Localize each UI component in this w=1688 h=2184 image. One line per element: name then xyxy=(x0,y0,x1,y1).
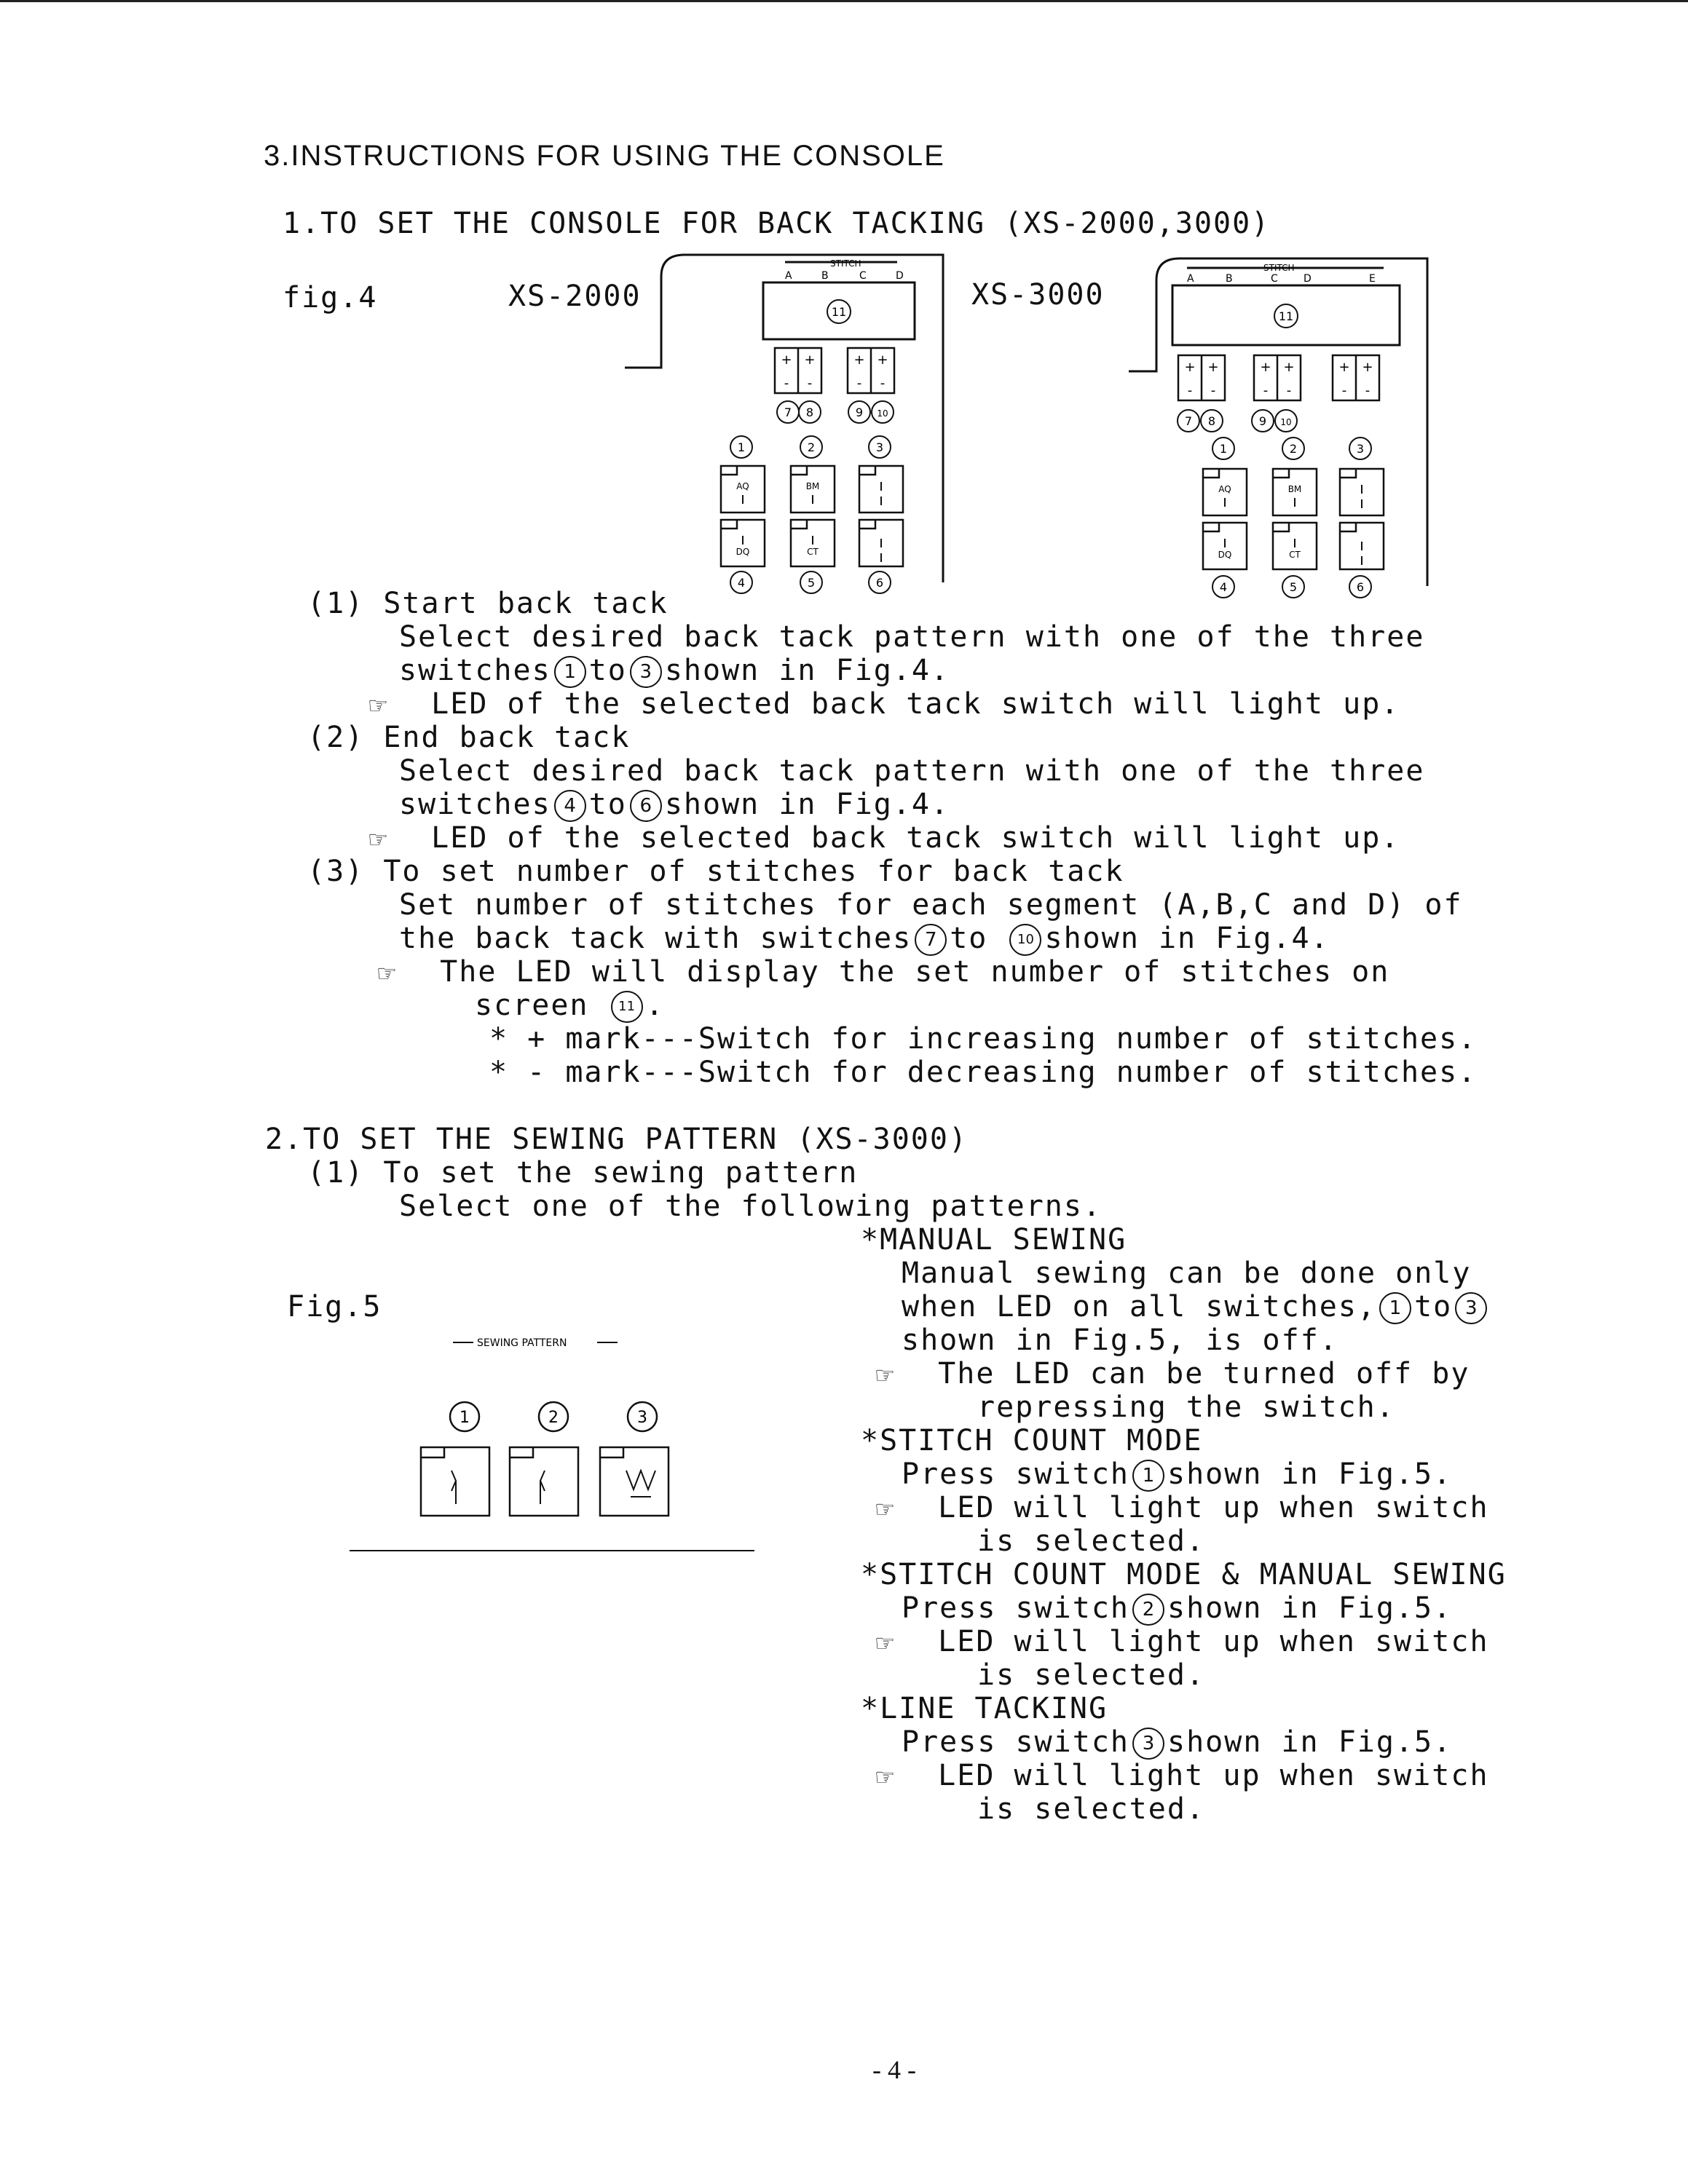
minus-mark: - xyxy=(1187,383,1193,398)
seg-label-b: B xyxy=(1226,273,1233,285)
key-glyph: BM xyxy=(1287,484,1302,494)
pointing-hand-icon: ☞ xyxy=(367,826,390,853)
item1-line1: Select desired back tack pattern with one of the three xyxy=(399,620,1425,654)
ref-switch-2: 2 xyxy=(1132,1594,1164,1626)
plus-mark: + xyxy=(1207,360,1219,375)
switch-9-number: 9 xyxy=(1258,414,1267,428)
manual-sewing-heading: *MANUAL SEWING xyxy=(861,1223,1127,1257)
plus-mark: + xyxy=(1260,360,1271,375)
stitch-count-manual-line1: Press switch 2 shown in Fig.5. xyxy=(902,1591,1453,1625)
minus-mark: - xyxy=(1286,383,1292,398)
minus-mark: - xyxy=(1341,383,1347,398)
pointing-hand-icon: ☞ xyxy=(376,960,399,987)
line-tacking-note-line1: ☞ LED will light up when switch xyxy=(871,1759,1489,1794)
ref-switch-1: 1 xyxy=(554,656,586,688)
minus-mark: - xyxy=(807,376,813,391)
line-tacking-line1: Press switch 3 shown in Fig.5. xyxy=(902,1725,1453,1759)
stitch-count-manual-note-line2: is selected. xyxy=(977,1658,1205,1692)
manual-note-line1: ☞ The LED can be turned off by xyxy=(871,1357,1470,1392)
stitch-count-manual-heading: *STITCH COUNT MODE & MANUAL SEWING xyxy=(861,1558,1507,1591)
item1-heading: (1) Start back tack xyxy=(307,587,669,620)
minus-mark: - xyxy=(784,376,789,391)
stitch-count-manual-note-line1: ☞ LED will light up when switch xyxy=(871,1625,1489,1660)
manual-line2: when LED on all switches, 1 to 3 xyxy=(902,1290,1490,1324)
seg-label-b: B xyxy=(821,270,829,282)
pointing-hand-icon: ☞ xyxy=(874,1361,897,1389)
switch-5-number: 5 xyxy=(807,576,816,590)
subsection-1-title: 1.TO SET THE CONSOLE FOR BACK TACKING (XS-2000,3000) xyxy=(283,207,1271,240)
minus-mark: - xyxy=(1210,383,1216,398)
ref-switch-10: 10 xyxy=(1009,924,1041,956)
manual-note-line2: repressing the switch. xyxy=(977,1390,1395,1424)
fig5-label: Fig.5 xyxy=(287,1290,382,1324)
pattern-switch-2-number: 2 xyxy=(548,1409,559,1427)
item3-line2: the back tack with switches 7 to 10 shown in Fig.4. xyxy=(399,922,1330,955)
sub2-item1-line1: Select one of the following patterns. xyxy=(399,1190,1103,1223)
plus-mark: + xyxy=(877,352,888,368)
fig4-console-diagram xyxy=(0,0,1688,655)
minus-mark: - xyxy=(1365,383,1370,398)
plus-mark-note: * + mark---Switch for increasing number of stitches. xyxy=(489,1022,1478,1056)
switch-3-number: 3 xyxy=(1356,442,1365,456)
pointing-hand-icon: ☞ xyxy=(874,1763,897,1791)
item1-line2: switches 1 to 3 shown in Fig.4. xyxy=(399,654,950,687)
stitch-count-line1: Press switch 1 shown in Fig.5. xyxy=(902,1457,1453,1491)
pattern-switch-3-number: 3 xyxy=(637,1409,647,1427)
switch-8-number: 8 xyxy=(1207,414,1216,428)
plus-mark: + xyxy=(853,352,865,368)
manual-line1: Manual sewing can be done only xyxy=(902,1257,1472,1290)
plus-mark: + xyxy=(1338,360,1350,375)
seg-label-d: D xyxy=(896,270,904,282)
model-xs2000-label: XS-2000 xyxy=(508,280,642,313)
switch-4-number: 4 xyxy=(737,576,746,590)
seg-label-d: D xyxy=(1304,273,1312,285)
page-number: - 4 - xyxy=(872,2055,916,2084)
plus-mark: + xyxy=(1184,360,1196,375)
switch-6-number: 6 xyxy=(875,576,884,590)
minus-mark: - xyxy=(1263,383,1269,398)
switch-5-number: 5 xyxy=(1289,580,1298,594)
ref-switch-11: 11 xyxy=(611,991,643,1023)
minus-mark: - xyxy=(856,376,862,391)
seg-label-c: C xyxy=(1271,273,1278,285)
section-title: 3.INSTRUCTIONS FOR USING THE CONSOLE xyxy=(264,140,945,172)
plus-mark: + xyxy=(804,352,816,368)
subsection-2-title: 2.TO SET THE SEWING PATTERN (XS-3000) xyxy=(265,1123,969,1156)
key-glyph: CT xyxy=(807,547,819,557)
stitch-count-note-line2: is selected. xyxy=(977,1524,1205,1558)
switch-9-number: 9 xyxy=(855,405,864,419)
stitch-count-icon xyxy=(540,1471,545,1504)
switch-6-number: 6 xyxy=(1356,580,1365,594)
xs2000-stitch-switches xyxy=(775,348,894,393)
switch-4-number: 4 xyxy=(1219,580,1228,594)
minus-mark-note: * - mark---Switch for decreasing number of stitches. xyxy=(489,1056,1478,1089)
sub2-item1-heading: (1) To set the sewing pattern xyxy=(307,1156,859,1190)
key-glyph: BM xyxy=(805,481,820,491)
line-tacking-note-line2: is selected. xyxy=(977,1792,1205,1826)
xs3000-stitch-label: STITCH xyxy=(1263,263,1295,273)
key-glyph: CT xyxy=(1289,550,1301,560)
ref-switch-3: 3 xyxy=(1132,1728,1164,1760)
line-tacking-heading: *LINE TACKING xyxy=(861,1692,1108,1725)
seg-label-c: C xyxy=(859,270,867,282)
seg-label-a: A xyxy=(1187,273,1194,285)
pointing-hand-icon: ☞ xyxy=(874,1629,897,1657)
key-glyph: DQ xyxy=(735,547,750,557)
pointing-hand-icon: ☞ xyxy=(874,1495,897,1523)
minus-mark: - xyxy=(880,376,886,391)
switch-11-number: 11 xyxy=(1278,309,1294,323)
xs2000-stitch-label: STITCH xyxy=(830,258,861,269)
switch-10-number: 10 xyxy=(877,408,888,419)
ref-switch-7: 7 xyxy=(915,924,947,956)
item3-note-line1: ☞ The LED will display the set number of stitches on xyxy=(373,955,1389,990)
switch-3-number: 3 xyxy=(875,440,884,454)
model-xs3000-label: XS-3000 xyxy=(971,278,1105,312)
item1-note: ☞ LED of the selected back tack switch will light up. xyxy=(364,687,1400,722)
pointing-hand-icon: ☞ xyxy=(367,692,390,719)
ref-switch-4: 4 xyxy=(554,790,586,822)
switch-2-number: 2 xyxy=(807,440,816,454)
item3-note-line2: screen 11 . xyxy=(475,989,665,1022)
ref-switch-1: 1 xyxy=(1379,1292,1411,1324)
switch-8-number: 8 xyxy=(805,405,814,419)
fig4-label: fig.4 xyxy=(283,281,378,314)
ref-switch-3: 3 xyxy=(1455,1292,1487,1324)
key-glyph: AQ xyxy=(736,481,749,491)
stitch-count-note-line1: ☞ LED will light up when switch xyxy=(871,1491,1489,1526)
stitch-count-heading: *STITCH COUNT MODE xyxy=(861,1424,1203,1457)
key-glyph: AQ xyxy=(1218,484,1231,494)
manual-sewing-icon xyxy=(451,1471,456,1504)
plus-mark: + xyxy=(781,352,792,368)
item2-line1: Select desired back tack pattern with one of the three xyxy=(399,754,1425,788)
item2-line2: switches 4 to 6 shown in Fig.4. xyxy=(399,788,950,821)
ref-switch-1: 1 xyxy=(1132,1460,1164,1492)
plus-mark: + xyxy=(1362,360,1373,375)
pattern-switch-1-number: 1 xyxy=(460,1409,470,1427)
seg-label-e: E xyxy=(1369,273,1376,285)
switch-1-number: 1 xyxy=(1219,442,1228,456)
manual-line3: shown in Fig.5, is off. xyxy=(902,1324,1338,1357)
ref-switch-6: 6 xyxy=(630,790,662,822)
switch-1-number: 1 xyxy=(737,440,746,454)
sewing-pattern-label: SEWING PATTERN xyxy=(477,1337,567,1349)
switch-11-number: 11 xyxy=(831,305,847,319)
switch-10-number: 10 xyxy=(1280,417,1292,427)
item3-line1: Set number of stitches for each segment (A,B,C and D) of xyxy=(399,888,1463,922)
fig5-sewing-pattern-diagram xyxy=(350,1325,757,1558)
plus-mark: + xyxy=(1283,360,1295,375)
key-glyph: DQ xyxy=(1218,550,1232,560)
switch-7-number: 7 xyxy=(784,405,792,419)
switch-2-number: 2 xyxy=(1289,442,1298,456)
item2-note: ☞ LED of the selected back tack switch will light up. xyxy=(364,821,1400,856)
ref-switch-3: 3 xyxy=(630,656,662,688)
item2-heading: (2) End back tack xyxy=(307,721,631,754)
line-tacking-icon xyxy=(626,1471,655,1497)
seg-label-a: A xyxy=(785,270,792,282)
switch-7-number: 7 xyxy=(1184,414,1193,428)
item3-heading: (3) To set number of stitches for back tack xyxy=(307,855,1124,888)
